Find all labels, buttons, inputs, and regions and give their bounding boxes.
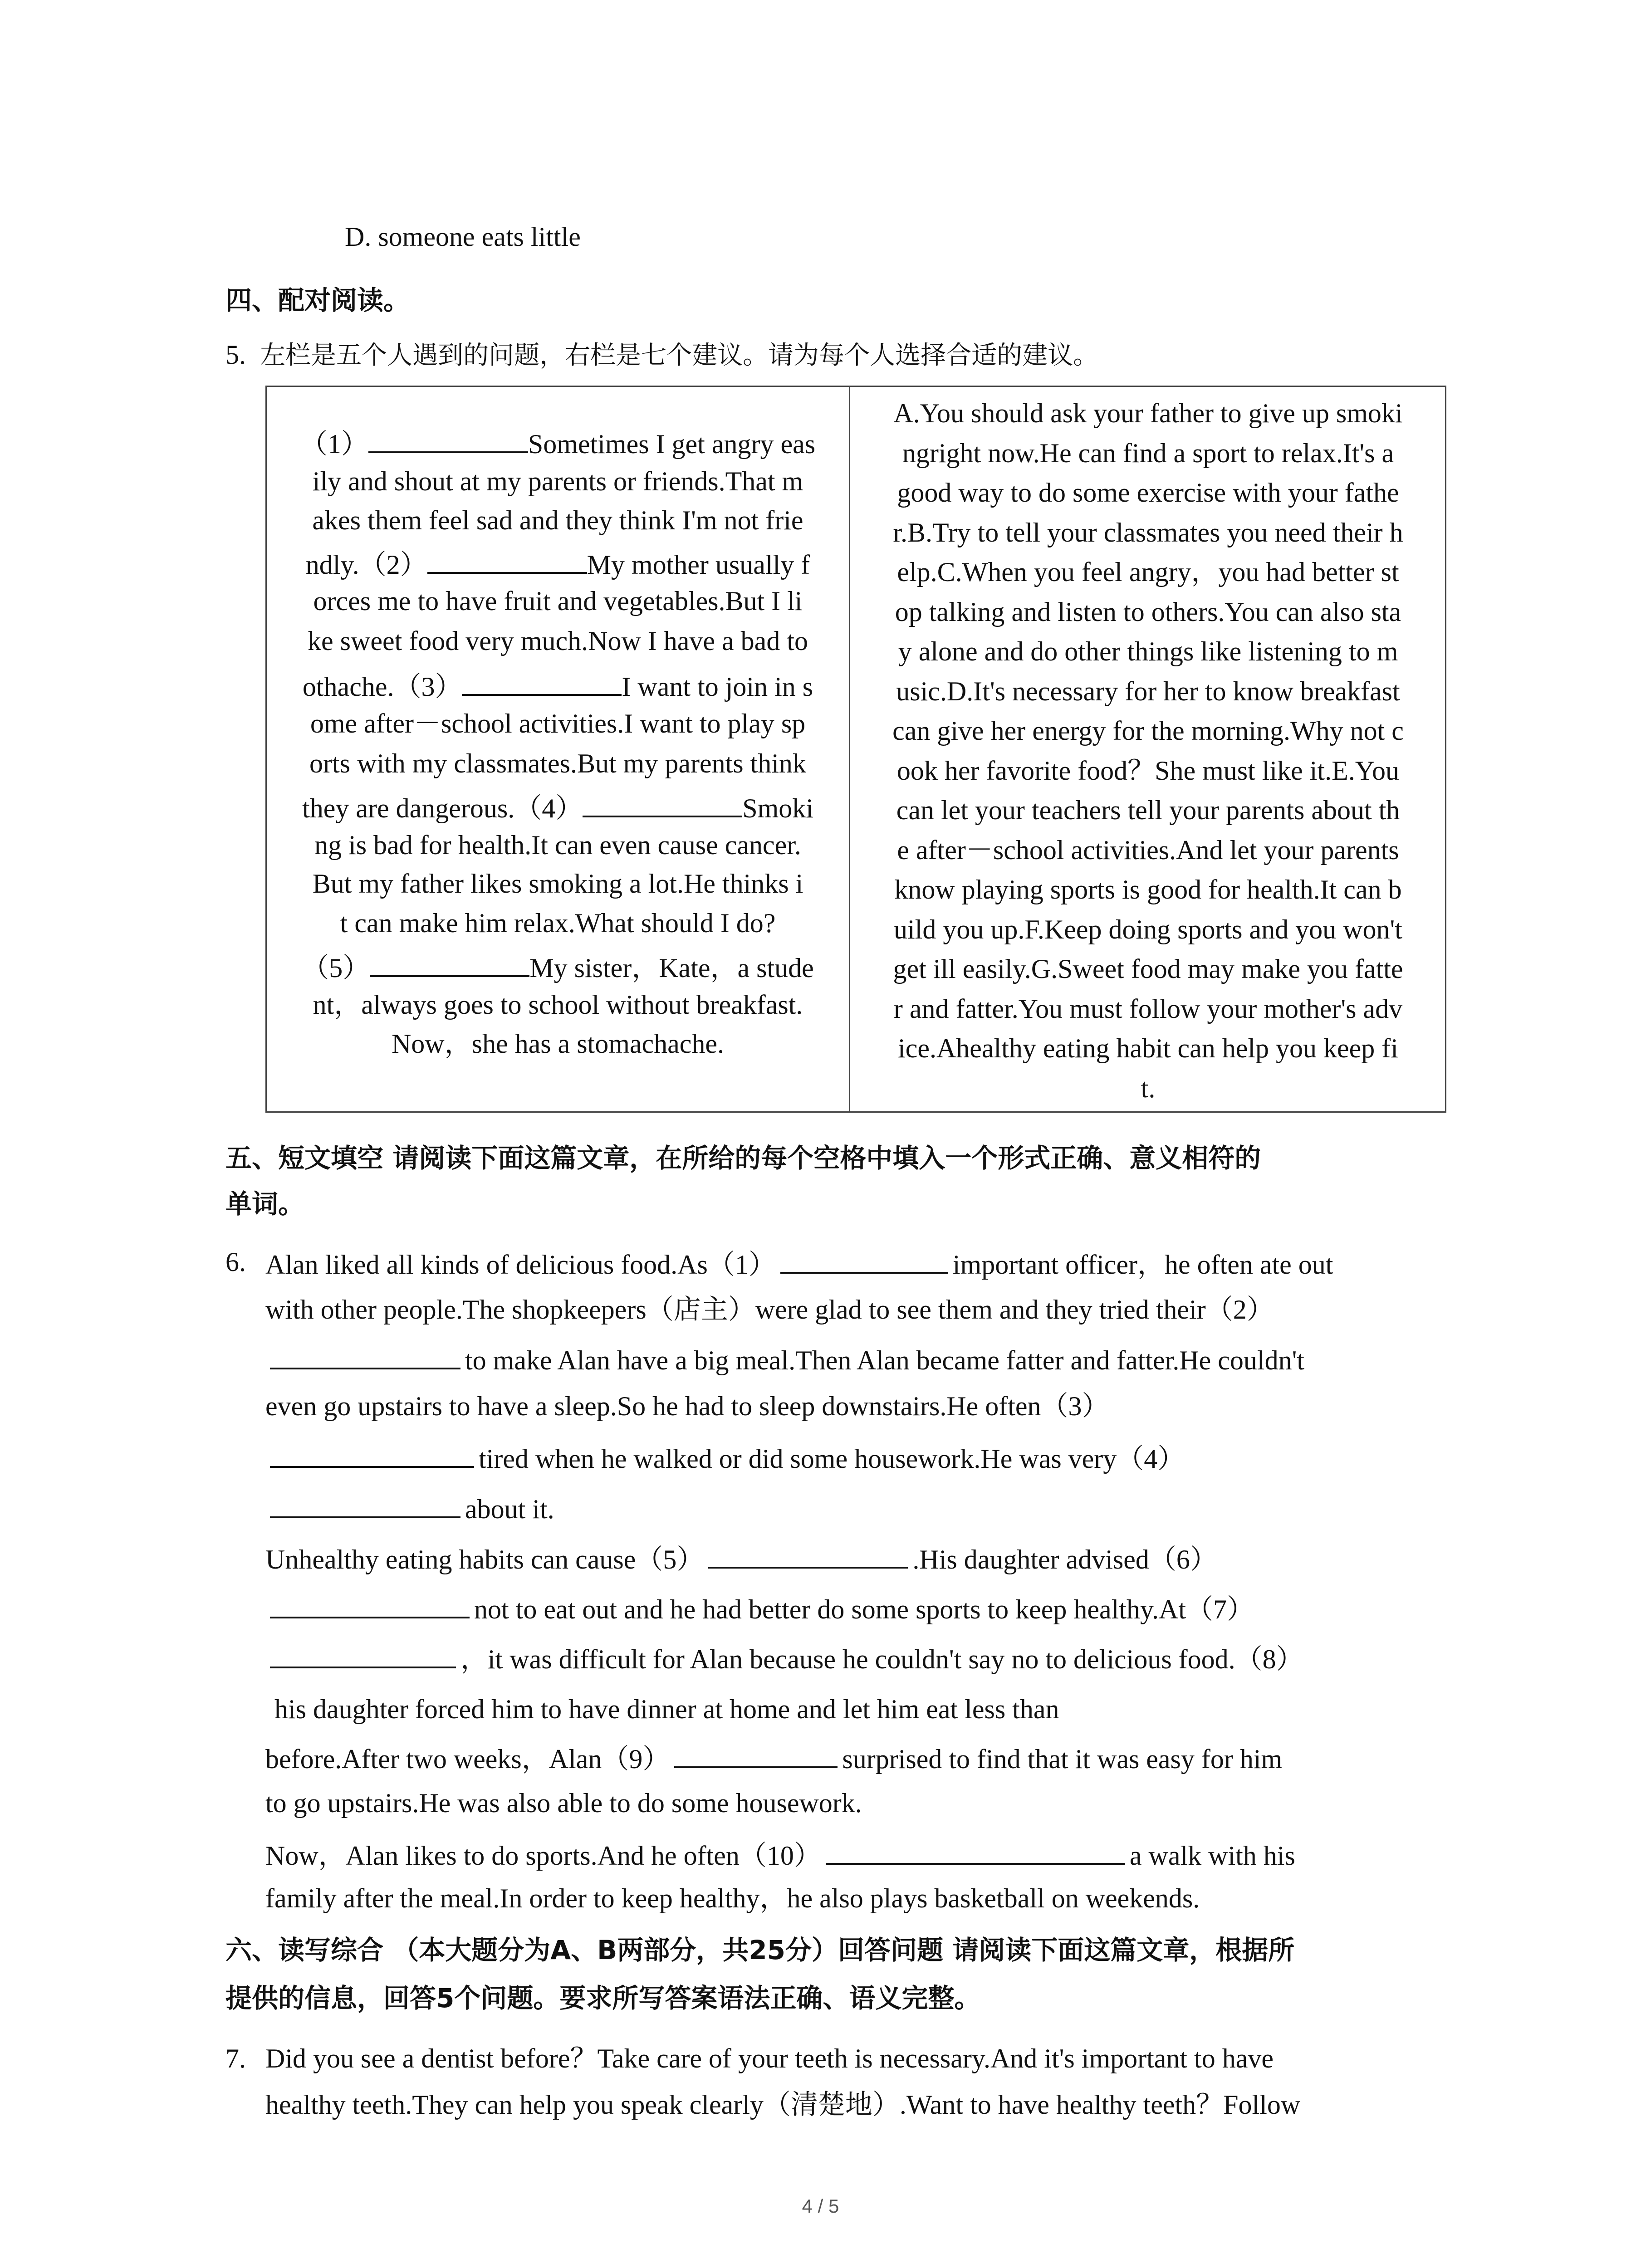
passage-text: about it. [465, 1494, 554, 1524]
answer-blank[interactable] [368, 428, 528, 453]
problem-line [276, 670, 840, 700]
problem-text: I want to join in s [622, 672, 813, 702]
problem-line [276, 991, 840, 1018]
answer-blank[interactable] [270, 1593, 470, 1618]
suggestion-line: r and fatter.You must follow your mother's adv [893, 993, 1403, 1024]
passage-text: with other people.The shopkeepers（店主）were glad to see them and they tried their（2） [265, 1295, 1274, 1325]
section6-heading-line1: 六、读写综合 （本大题分为A、B两部分，共25分）回答问题 请阅读下面这篇文章，根据所 [225, 1935, 1295, 1965]
problem-line [276, 909, 840, 937]
problem-line [276, 548, 840, 578]
passage-line [265, 1442, 1185, 1472]
passage-text: .His daughter advised（6） [912, 1545, 1217, 1574]
question-6-number: 6. [225, 1247, 246, 1277]
problem-text: ily and shout at my parents or friends.That m [312, 466, 803, 496]
passage-line [265, 1543, 1217, 1573]
answer-blank[interactable] [270, 1493, 460, 1518]
problem-text: othache.（3） [302, 672, 462, 702]
page-number: 4 / 5 [802, 2195, 839, 2217]
passage-line [265, 1393, 1109, 1420]
problem-text: My mother usually f [587, 550, 810, 580]
problem-text: ndly.（2） [305, 550, 427, 580]
suggestion-line: ngright now.He can find a sport to relax.It's a [902, 438, 1394, 468]
suggestion-line: can give her energy for the morning.Why not c [892, 716, 1404, 746]
passage-text: before.After two weeks，Alan（9） [265, 1744, 670, 1774]
passage-text: to go upstairs.He was also able to do some housework. [265, 1788, 862, 1818]
problem-text: akes them feel sad and they think I'm not frie [312, 505, 803, 535]
suggestion-line: know playing sports is good for health.It can b [894, 875, 1402, 904]
suggestion-line: e after－school activities.And let your parents [897, 835, 1399, 865]
problem-text: My sister，Kate，a stude [529, 953, 814, 983]
prev-question-option-d: D. someone eats little [345, 222, 581, 252]
suggestion-line: y alone and do other things like listening to m [898, 636, 1398, 666]
question-number: 5. [225, 340, 246, 370]
problem-line [276, 507, 840, 534]
section5-heading-line1: 五、短文填空 请阅读下面这篇文章，在所给的每个空格中填入一个形式正确、意义相符的 [225, 1143, 1261, 1173]
question-7-line1: Did you see a dentist before？Take care of your teeth is necessary.And it's important to have [265, 2043, 1274, 2073]
problem-line [276, 792, 840, 822]
passage-text: ，it was difficult for Alan because he couldn't say no to delicious food.（8） [460, 1644, 1303, 1674]
answer-blank[interactable] [270, 1344, 460, 1369]
answer-blank[interactable] [427, 548, 587, 574]
problem-text: they are dangerous.（4） [302, 793, 583, 823]
passage-text: important officer，he often ate out [952, 1250, 1333, 1280]
answer-blank[interactable] [270, 1643, 456, 1668]
problem-line [276, 750, 840, 777]
passage-text: family after the meal.In order to keep healthy，he also plays basketball on weekends. [265, 1883, 1200, 1913]
passage-line [265, 1493, 554, 1523]
question-7-line2: healthy teeth.They can help you speak clearly（清楚地）.Want to have healthy teeth？Follow [265, 2090, 1301, 2120]
answer-blank[interactable] [462, 670, 622, 696]
problem-line [276, 627, 840, 655]
passage-text: a walk with his [1129, 1841, 1295, 1871]
problem-line [276, 952, 840, 982]
problem-text: But my father likes smoking a lot.He thinks i [312, 869, 803, 899]
problem-line [276, 831, 840, 859]
section5-heading-line2: 单词。 [225, 1188, 305, 1219]
answer-blank[interactable] [270, 1442, 474, 1468]
passage-line [265, 1743, 1282, 1773]
passage-text: surprised to find that it was easy for him [842, 1744, 1283, 1774]
problem-text: （5） [302, 953, 370, 983]
problem-text: ome after－school activities.I want to play sp [310, 709, 806, 738]
problem-line [276, 468, 840, 495]
suggestion-line: can let your teachers tell your parents about th [896, 795, 1400, 825]
passage-text: his daughter forced him to have dinner at home and let him eat less than [274, 1694, 1059, 1724]
passage-text: not to eat out and he had better do some sports to keep healthy.At（7） [474, 1594, 1254, 1624]
passage-line [265, 1296, 1274, 1323]
answer-blank[interactable] [780, 1248, 948, 1274]
passage-text: even go upstairs to have a sleep.So he had to sleep downstairs.He often（3） [265, 1391, 1109, 1421]
suggestion-line: ook her favorite food？She must like it.E.You [896, 755, 1400, 786]
passage-text: to make Alan have a big meal.Then Alan became fatter and fatter.He couldn't [465, 1345, 1305, 1375]
passage-line [265, 1839, 1295, 1869]
problem-text: ng is bad for health.It can even cause cancer. [314, 830, 801, 860]
passage-line [265, 1248, 1333, 1278]
problem-text: （1） [300, 429, 368, 459]
passage-line [265, 1593, 1254, 1623]
table-divider [849, 387, 850, 1111]
answer-blank[interactable] [674, 1743, 838, 1768]
question-instruction: 左栏是五个人遇到的问题，右栏是七个建议。请为每个人选择合适的建议。 [260, 341, 1099, 370]
passage-text: Unhealthy eating habits can cause（5） [265, 1545, 704, 1574]
suggestion-line: uild you up.F.Keep doing sports and you won't [894, 914, 1402, 944]
answer-blank[interactable] [708, 1543, 908, 1569]
passage-line [265, 1885, 1200, 1912]
question-5-instruction [225, 341, 1098, 368]
problem-line [276, 428, 840, 458]
passage-line [265, 1693, 1059, 1723]
problem-text: orts with my classmates.But my parents think [309, 748, 806, 778]
passage-text: Now，Alan likes to do sports.And he often（10） [265, 1841, 821, 1871]
problem-line [276, 710, 840, 737]
problem-text: Sometimes I get angry eas [528, 429, 816, 459]
matching-table [265, 386, 1446, 1113]
suggestion-line: r.B.Try to tell your classmates you need their h [893, 517, 1403, 547]
passage-line [265, 1344, 1304, 1374]
suggestion-line: good way to do some exercise with your fathe [897, 478, 1399, 508]
passage-text: tired when he walked or did some housework.He was very（4） [479, 1444, 1185, 1474]
problem-text: orces me to have fruit and vegetables.But I li [313, 586, 803, 616]
suggestion-line: ice.Ahealthy eating habit can help you keep fi [898, 1033, 1398, 1063]
problem-text: Smoki [742, 793, 813, 823]
problem-line [276, 870, 840, 897]
answer-blank[interactable] [583, 792, 742, 817]
problem-line [276, 587, 840, 615]
suggestion-line: op talking and listen to others.You can also sta [895, 596, 1401, 627]
section4-heading: 四、配对阅读。 [225, 285, 410, 316]
passage-line [265, 1789, 862, 1817]
problem-text: t can make him relax.What should I do? [340, 908, 776, 938]
suggestion-line: usic.D.It's necessary for her to know breakfast [896, 676, 1400, 706]
answer-blank[interactable] [370, 952, 529, 977]
passage-text: Alan liked all kinds of delicious food.As（1） [265, 1250, 776, 1280]
question-7-number: 7. [225, 2043, 246, 2073]
suggestion-line: A.You should ask your father to give up smoki [893, 398, 1403, 428]
suggestion-line: get ill easily.G.Sweet food may make you fatte [893, 954, 1403, 984]
suggestion-line: t. [1141, 1073, 1156, 1103]
problem-line [276, 1030, 840, 1057]
answer-blank[interactable] [826, 1839, 1125, 1865]
suggestion-line: elp.C.When you feel angry，you had better st [897, 557, 1399, 587]
problem-text: Now，she has a stomachache. [391, 1029, 725, 1059]
section6-heading-line2: 提供的信息，回答5个问题。要求所写答案语法正确、语义完整。 [225, 1983, 981, 2014]
problem-text: nt，always goes to school without breakfast. [313, 990, 803, 1020]
problem-text: ke sweet food very much.Now I have a bad to [308, 626, 808, 656]
passage-line [265, 1643, 1303, 1673]
